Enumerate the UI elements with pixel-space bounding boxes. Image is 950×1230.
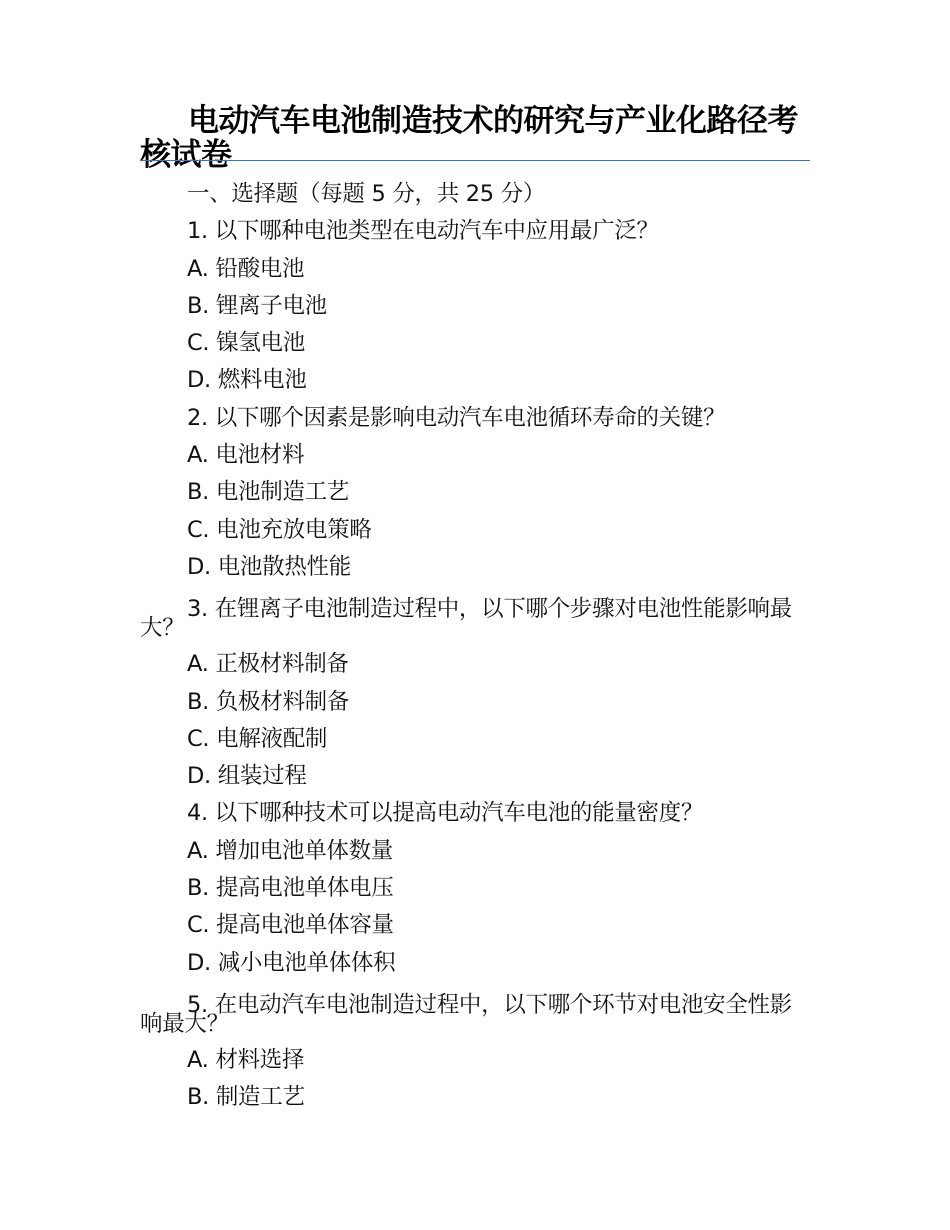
question-stem-4: 4. 以下哪种技术可以提高电动汽车电池的能量密度？ (187, 800, 704, 827)
question-4-option-d: D. 减小电池单体体积 (187, 949, 396, 976)
title-underline (140, 160, 810, 161)
question-1-option-d: D. 燃料电池 (187, 367, 307, 394)
question-3-option-d: D. 组装过程 (187, 763, 307, 790)
question-4-option-c: C. 提高电池单体容量 (187, 912, 394, 939)
question-3-option-b: B. 负极材料制备 (187, 688, 350, 715)
document-body (140, 176, 810, 1117)
document-title: 电动汽车电池制造技术的研究与产业化路径考核试卷 (140, 103, 798, 173)
question-stem-5: 5. 在电动汽车电池制造过程中，以下哪个环节对电池安全性影响最大？ (140, 991, 792, 1037)
question-stem-1: 1. 以下哪种电池类型在电动汽车中应用最广泛？ (187, 218, 659, 245)
question-1-option-c: C. 镍氢电池 (187, 330, 305, 357)
question-2-option-a: A. 电池材料 (187, 442, 305, 469)
question-2-option-b: B. 电池制造工艺 (187, 479, 350, 506)
question-5-option-b: B. 制造工艺 (187, 1084, 305, 1111)
question-1-option-b: B. 锂离子电池 (187, 292, 327, 319)
section-heading: 一、选择题（每题 5 分，共 25 分） (187, 181, 546, 207)
question-stem-3: 3. 在锂离子电池制造过程中，以下哪个步骤对电池性能影响最大？ (140, 596, 792, 642)
question-5-option-a: A. 材料选择 (187, 1046, 305, 1073)
question-3-option-a: A. 正极材料制备 (187, 651, 349, 678)
question-4-option-a: A. 增加电池单体数量 (187, 837, 394, 864)
question-1-option-a: A. 铅酸电池 (187, 255, 305, 282)
question-stem-2: 2. 以下哪个因素是影响电动汽车电池循环寿命的关键？ (187, 404, 726, 431)
question-3-option-c: C. 电解液配制 (187, 725, 328, 752)
question-2-option-c: C. 电池充放电策略 (187, 516, 372, 543)
question-2-option-d: D. 电池散热性能 (187, 553, 351, 580)
question-4-option-b: B. 提高电池单体电压 (187, 875, 394, 902)
